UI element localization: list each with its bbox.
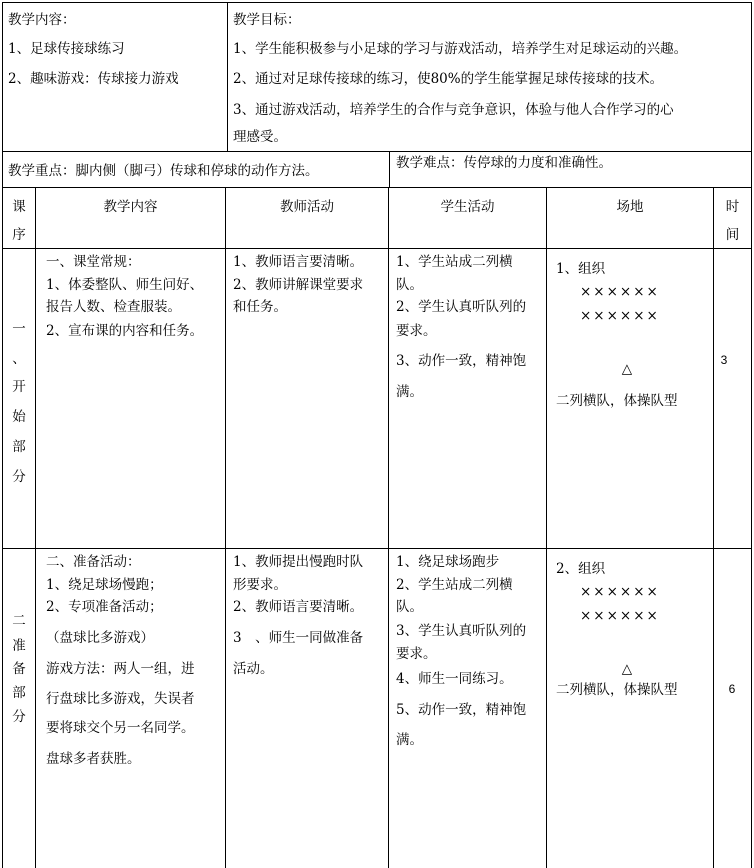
col-divider-3 [388,187,389,868]
col-header-seq: 课 [12,199,26,215]
table-border-top [2,2,752,3]
col-header-venue: 场地 [616,199,644,215]
teacher-line: 1、教师提出慢跑时队 [233,554,364,570]
row-divider-section-1 [2,548,752,549]
section-seq-char: 分 [12,709,26,725]
section-seq-char: 开 [12,379,26,395]
formation-row: ×××××× [580,308,660,324]
formation-row: ×××××× [580,584,660,600]
content-line: 1、绕足球场慢跑； [46,577,163,593]
section-seq-char: 部 [12,685,26,701]
goal-item: 1、学生能积极参与小足球的学习与游戏活动，培养学生对足球运动的兴趣。 [233,41,688,57]
content-line: 二、准备活动： [46,554,141,570]
content-title: 教学内容： [8,12,76,28]
teacher-position-icon: △ [621,361,633,377]
goals-title: 教学目标： [233,12,301,28]
row-divider-key [2,187,752,188]
section-time: 6 [728,682,736,696]
key-divider [389,151,390,188]
student-line: 队。 [396,277,423,293]
student-line: 要求。 [396,646,437,662]
content-line: 2、宣布课的内容和任务。 [46,323,204,339]
teacher-line: 2、教师讲解课堂要求 [233,277,364,293]
content-line: 1、体委整队、师生问好、 [46,277,204,293]
student-line: 满。 [396,732,423,748]
col-header-time: 时 [725,199,740,215]
content-line: （盘球比多游戏） [46,630,154,646]
teaching-difficulty: 教学难点：传停球的力度和准确性。 [396,155,612,171]
table-border-right [751,2,752,868]
student-line: 队。 [396,599,423,615]
student-line: 3、动作一致，精神饱 [396,353,527,369]
teacher-line: 1、教师语言要清晰。 [233,254,364,270]
content-line: 报告人数、检查服装。 [46,299,181,315]
content-line: 盘球多者获胜。 [46,751,141,767]
section-seq-char: 始 [12,409,26,425]
teaching-focus: 教学重点：脚内侧（脚弓）传球和停球的动作方法。 [8,163,319,179]
content-line: 行盘球比多游戏，失误者 [46,691,195,707]
teacher-line: 和任务。 [233,299,287,315]
teacher-line: 形要求。 [233,577,287,593]
row-divider-columns [2,248,752,249]
section-seq-char: 、 [12,351,26,367]
venue-label: 1、组织 [556,261,606,277]
col-header-content: 教学内容 [103,199,158,215]
teacher-position-icon: △ [621,661,633,677]
col-divider-4 [546,187,547,868]
venue-label: 2、组织 [556,561,606,577]
content-line: 游戏方法：两人一组，进 [46,661,195,677]
section-seq-char: 二 [12,613,26,629]
col-header-teacher: 教师活动 [280,199,334,215]
teacher-line: 2、教师语言要清晰。 [233,599,364,615]
section-seq-char: 一 [12,321,26,337]
teacher-line: 活动。 [233,661,274,677]
col-divider-1 [35,187,36,868]
section-time: 3 [720,353,728,367]
content-line: 要将球交个另一名同学。 [46,720,195,736]
content-line: 2、专项准备活动； [46,599,163,615]
col-divider-2 [225,187,226,868]
content-line: 一、课堂常规： [46,254,141,270]
goal-item: 2、通过对足球传接球的练习，使80%的学生能掌握足球传接球的技术。 [233,71,664,87]
venue-caption: 二列横队，体操队型 [556,682,678,698]
formation-row: ×××××× [580,284,660,300]
formation-row: ×××××× [580,608,660,624]
col-header-student: 学生活动 [440,199,495,215]
goal-item: 3、通过游戏活动，培养学生的合作与竞争意识，体验与他人合作学习的心 [233,102,674,118]
table-border-left [2,2,3,868]
venue-caption: 二列横队，体操队型 [556,393,678,409]
student-line: 2、学生认真听队列的 [396,299,527,315]
student-line: 4、师生一同练习。 [396,671,513,687]
col-header-time: 间 [725,227,740,243]
student-line: 2、学生站成二列横 [396,577,513,593]
header-divider [227,2,228,152]
section-seq-char: 部 [12,439,26,455]
student-line: 满。 [396,384,423,400]
student-line: 3、学生认真听队列的 [396,623,527,639]
section-seq-char: 分 [12,469,26,485]
content-item: 1、足球传接球练习 [8,41,125,57]
student-line: 1、绕足球场跑步 [396,554,500,570]
goal-item: 理感受。 [233,129,287,145]
section-seq-char: 准 [12,638,26,654]
col-header-seq: 序 [12,227,26,243]
student-line: 5、动作一致，精神饱 [396,702,527,718]
section-seq-char: 备 [12,661,26,677]
student-line: 1、学生站成二列横 [396,254,513,270]
col-divider-5 [713,187,714,868]
content-item: 2、趣味游戏：传球接力游戏 [8,71,179,87]
teacher-line: 3 、师生一同做准备 [233,630,364,646]
student-line: 要求。 [396,323,437,339]
row-divider-header [2,151,752,152]
